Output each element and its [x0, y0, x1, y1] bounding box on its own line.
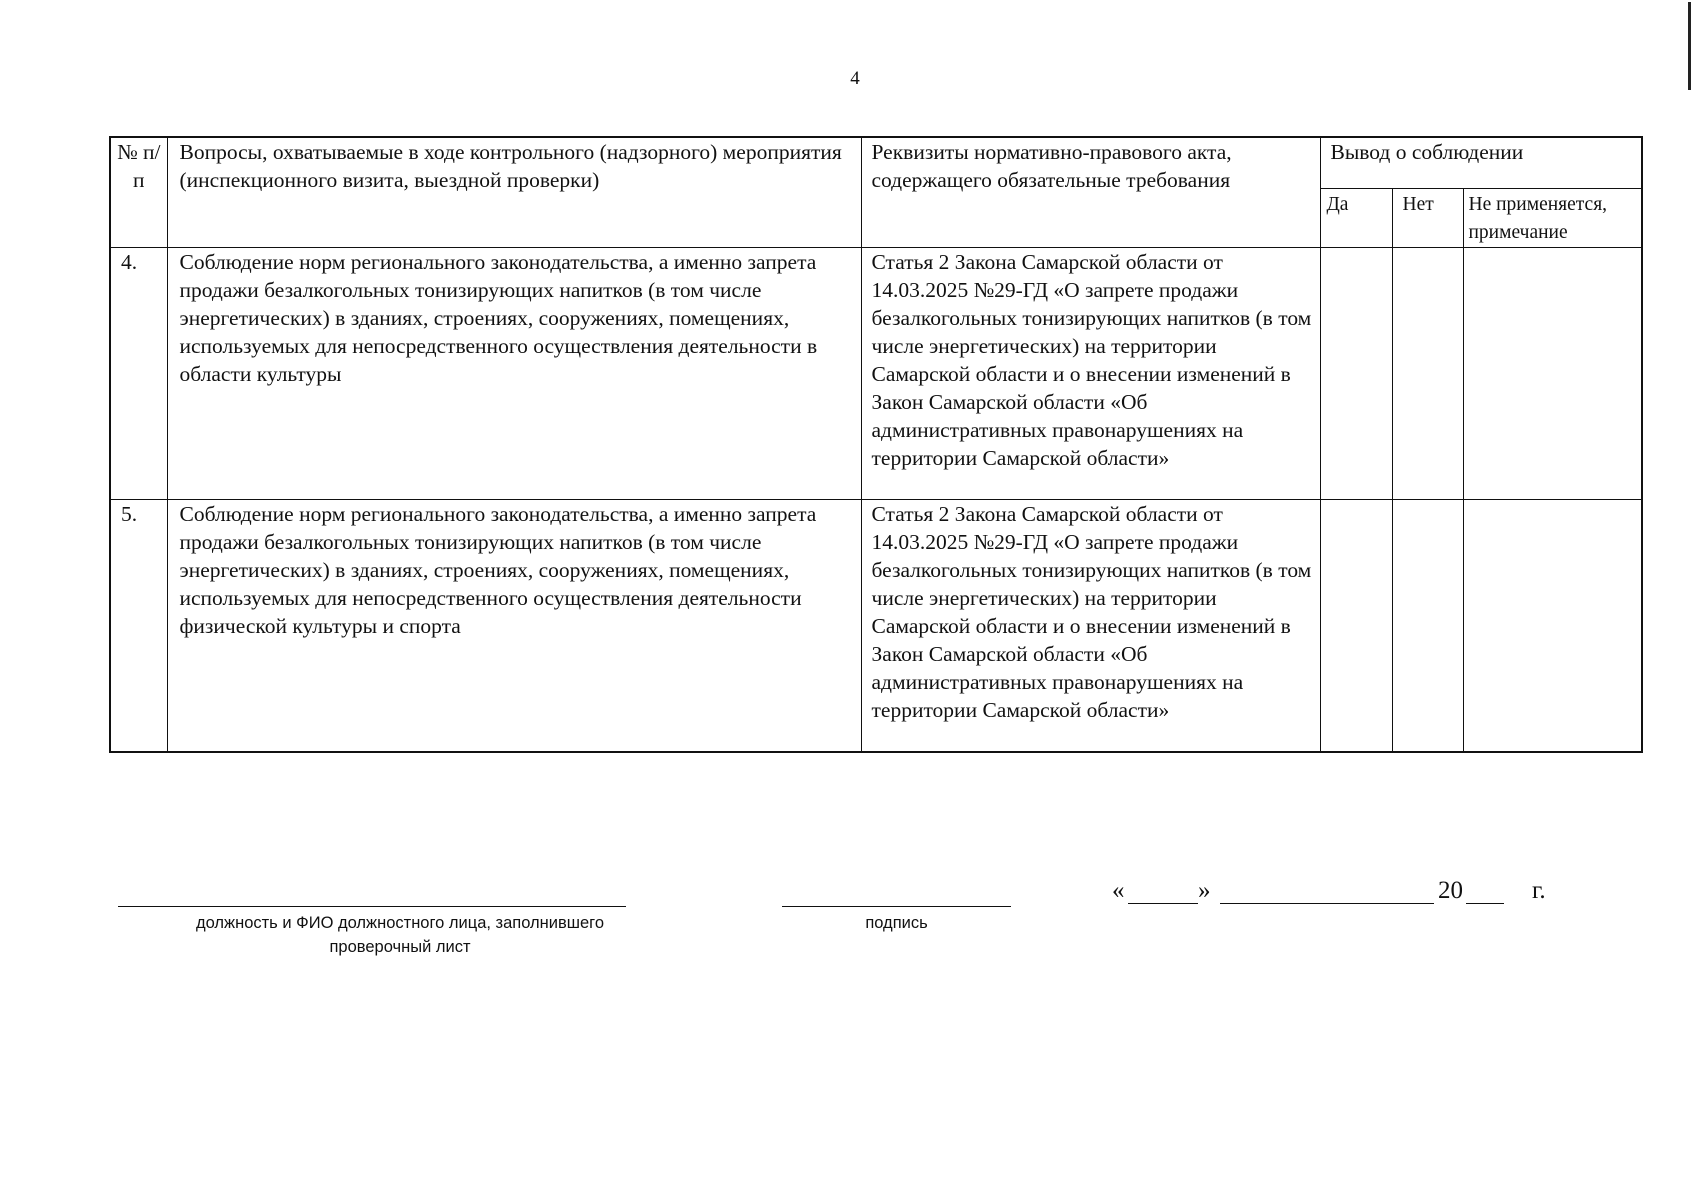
- date-year-prefix: 20: [1438, 877, 1463, 904]
- date-open-quote: «: [1112, 877, 1125, 904]
- checklist-table: [109, 136, 1643, 753]
- date-month-blank[interactable]: [1220, 903, 1434, 904]
- header-questions: Вопросы, охватываемые в ходе контрольного (надзорного) мероприятия (инспекционного визита, выездной проверки): [167, 137, 861, 248]
- position-signature-line[interactable]: [118, 906, 626, 907]
- position-caption: должность и ФИО должностного лица, заполнившего проверочный лист: [195, 914, 604, 956]
- header-not-applicable: Не применяется, примечание: [1463, 189, 1642, 248]
- header-conclusion: Вывод о соблюдении: [1320, 137, 1642, 189]
- row-number: 5.: [110, 500, 167, 753]
- row-yes-cell[interactable]: [1320, 500, 1392, 753]
- date-close-quote: »: [1198, 877, 1211, 904]
- row-question: Соблюдение норм регионального законодательства, а именно запрета продажи безалкогольных тонизирующих напитков (в том числе энергетических) в зданиях, строениях, сооружениях, помещениях, используемых для непосредственного осуществления деятельности физической культуры и спорта: [167, 500, 861, 753]
- table-row: [110, 248, 1642, 500]
- row-requisite: Статья 2 Закона Самарской области от 14.03.2025 №29-ГД «О запрете продажи безалкогольных тонизирующих напитков (в том числе энергетических) на территории Самарской области и о внесении изменений в Закон Самарской области «Об административных правонарушениях на территории Самарской области»: [861, 500, 1320, 753]
- header-no: Нет: [1392, 189, 1463, 248]
- scan-edge-mark: [1688, 2, 1691, 90]
- row-na-cell[interactable]: [1463, 500, 1642, 753]
- table-row: [110, 500, 1642, 753]
- row-no-cell[interactable]: [1392, 500, 1463, 753]
- table-header-row: [110, 137, 1642, 189]
- header-requisites: Реквизиты нормативно-правового акта, содержащего обязательные требования: [861, 137, 1320, 248]
- header-yes: Да: [1320, 189, 1392, 248]
- row-no-cell[interactable]: [1392, 248, 1463, 500]
- row-question: Соблюдение норм регионального законодательства, а именно запрета продажи безалкогольных тонизирующих напитков (в том числе энергетических) в зданиях, строениях, сооружениях, помещениях, используемых для непосредственного осуществления деятельности в области культуры: [167, 248, 861, 500]
- header-number: № п/п: [110, 137, 167, 248]
- signature-caption: подпись: [865, 914, 928, 932]
- row-requisite: Статья 2 Закона Самарской области от 14.03.2025 №29-ГД «О запрете продажи безалкогольных тонизирующих напитков (в том числе энергетических) на территории Самарской области и о внесении изменений в Закон Самарской области «Об административных правонарушениях на территории Самарской области»: [861, 248, 1320, 500]
- row-number: 4.: [110, 248, 167, 500]
- date-year-blank[interactable]: [1466, 903, 1504, 904]
- row-na-cell[interactable]: [1463, 248, 1642, 500]
- signature-line[interactable]: [782, 906, 1011, 907]
- row-yes-cell[interactable]: [1320, 248, 1392, 500]
- date-day-blank[interactable]: [1128, 903, 1198, 904]
- date-year-suffix: г.: [1532, 877, 1546, 904]
- page-number: 4: [850, 68, 860, 89]
